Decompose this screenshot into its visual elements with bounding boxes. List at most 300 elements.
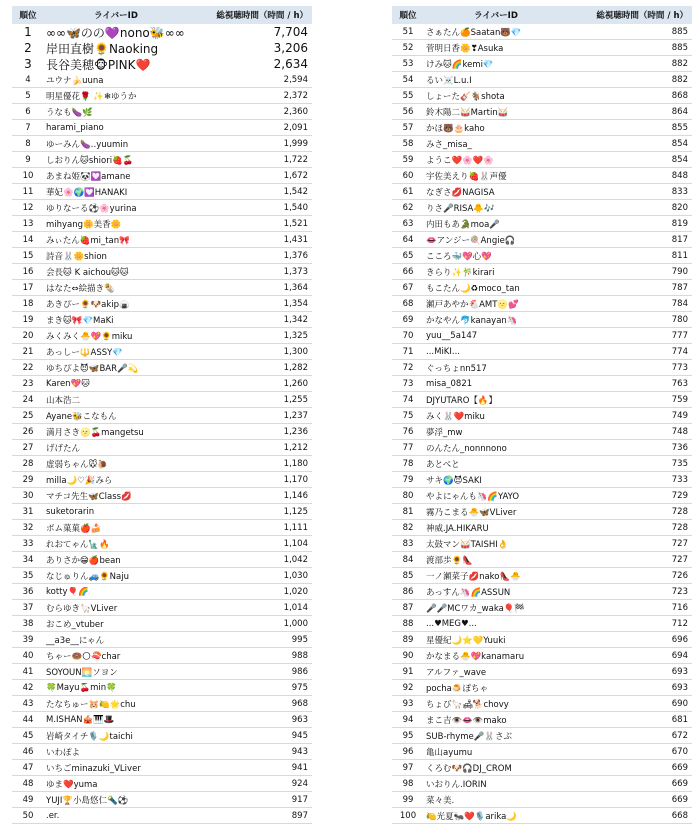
- id-cell: いちごminazuki_VLiver: [46, 763, 141, 774]
- table-row: [12, 568, 312, 584]
- hours-cell: 1,125: [283, 506, 308, 517]
- id-cell: りさ🎤RISA🐥🎶: [426, 203, 495, 214]
- id-cell: YUJI🏆小島悠仁🔦⚽: [46, 795, 129, 806]
- hours-cell: 669: [671, 762, 688, 773]
- id-cell: ユウナ🍌uuna: [46, 75, 104, 86]
- id-cell: きらり✨🎋kirari: [426, 267, 495, 278]
- rank-cell: 13: [22, 218, 34, 229]
- id-cell: 👄アンジー🍭Angie🎧: [426, 235, 516, 246]
- hours-cell: 1,212: [283, 442, 308, 453]
- id-cell: ちゃー🍩🌕🍣char: [46, 651, 121, 662]
- id-cell: さぁたん🍊Saatan🐻💎: [426, 27, 522, 38]
- table-row: [12, 216, 312, 232]
- table-row: [12, 280, 312, 296]
- rank-cell: 32: [22, 522, 34, 533]
- rank-cell: 94: [402, 714, 414, 725]
- id-cell: 虚弱ちゃん🐭🐌: [46, 459, 108, 470]
- hours-cell: 833: [671, 186, 688, 197]
- header-rank: 順位: [19, 11, 37, 21]
- id-cell: misa_0821: [426, 378, 473, 389]
- rank-cell: 24: [22, 394, 34, 405]
- hours-cell: 1,030: [283, 570, 308, 581]
- hours-cell: 2,372: [283, 90, 308, 101]
- table-row: [12, 408, 312, 424]
- id-cell: 菜々美.: [426, 795, 455, 806]
- hours-cell: 1,722: [283, 154, 308, 165]
- rank-cell: 85: [402, 570, 414, 581]
- rank-cell: 57: [402, 122, 414, 133]
- table-row: [392, 552, 692, 568]
- hours-cell: 817: [671, 234, 688, 245]
- id-cell: まき🐱🎀💎MaKi: [46, 315, 114, 326]
- id-cell: しおりん🐱shiori🍓🍒: [46, 155, 134, 166]
- id-cell: あとべと: [426, 459, 460, 470]
- id-cell: のんたん_nonnnono: [426, 443, 507, 454]
- rank-cell: 71: [402, 346, 414, 357]
- table-row: [12, 424, 312, 440]
- hours-cell: 748: [671, 426, 688, 437]
- id-cell: けみ🐱🌈kemi💎: [426, 59, 494, 70]
- rank-cell: 17: [22, 282, 34, 293]
- table-row: [12, 56, 312, 72]
- rank-cell: 69: [402, 314, 414, 325]
- rank-cell: 79: [402, 474, 414, 485]
- hours-cell: 693: [671, 682, 688, 693]
- table-row: [392, 168, 692, 184]
- hours-cell: 1,111: [283, 522, 308, 533]
- id-cell: 瀬戸あやか🐔AMT🌝💕: [426, 299, 519, 310]
- rank-cell: 45: [22, 730, 34, 741]
- id-cell: 星優紀🌙⭐💛Yuuki: [426, 635, 506, 646]
- rank-cell: 55: [402, 90, 414, 101]
- table-row: [12, 712, 312, 728]
- hours-cell: 681: [671, 714, 688, 725]
- rank-cell: 43: [22, 698, 34, 709]
- table-row: [392, 200, 692, 216]
- id-cell: DJYUTARO【🔥】: [426, 395, 497, 406]
- hours-cell: 924: [291, 778, 308, 789]
- id-cell: 山本浩二: [46, 395, 81, 406]
- hours-cell: 855: [671, 122, 688, 133]
- rank-cell: 96: [402, 746, 414, 757]
- table-row: [12, 696, 312, 712]
- rank-cell: 76: [402, 426, 414, 437]
- table-body: [392, 24, 692, 824]
- table-row: [392, 472, 692, 488]
- hours-cell: 774: [671, 346, 688, 357]
- table-row: [12, 168, 312, 184]
- hours-cell: 736: [671, 442, 688, 453]
- table-row: [12, 344, 312, 360]
- rank-cell: 90: [402, 650, 414, 661]
- id-cell: ∞∞🦋のの💜nono🐝∞∞: [46, 25, 185, 40]
- hours-cell: 723: [671, 586, 688, 597]
- hours-cell: 729: [671, 490, 688, 501]
- id-cell: 長谷美穂🐵PINK❤️: [46, 57, 151, 72]
- hours-cell: 1,325: [283, 330, 308, 341]
- table-row: [392, 648, 692, 664]
- hours-cell: 943: [291, 746, 308, 757]
- id-cell: pocha🍮ぽちゃ: [426, 683, 488, 694]
- rank-cell: 40: [22, 650, 34, 661]
- table-row: [12, 472, 312, 488]
- id-cell: かなまる🐣💖kanamaru: [426, 651, 525, 662]
- id-cell: みぃたん🍓mi_tan🎀: [46, 235, 130, 246]
- id-cell: ぐっちょnn517: [426, 363, 487, 374]
- table-row: [12, 456, 312, 472]
- hours-cell: 733: [671, 474, 688, 485]
- rank-cell: 30: [22, 490, 34, 501]
- id-cell: アルファ_wave: [426, 667, 487, 678]
- table-row: [392, 264, 692, 280]
- table-row: [12, 536, 312, 552]
- table-row: [12, 504, 312, 520]
- rank-cell: 34: [22, 554, 34, 565]
- hours-cell: 986: [291, 666, 308, 677]
- hours-cell: 882: [671, 58, 688, 69]
- rank-cell: 25: [22, 410, 34, 421]
- id-cell: あきぴー🌻🐶akip🍙: [46, 299, 130, 310]
- rank-cell: 51: [402, 26, 414, 37]
- hours-cell: 790: [671, 266, 688, 277]
- rank-cell: 39: [22, 634, 34, 645]
- table-row: [12, 232, 312, 248]
- id-cell: いわぽよ: [46, 747, 81, 758]
- id-cell: 満月さき🌝🍒mangetsu: [46, 427, 144, 438]
- id-cell: こころ🐳💖心💖: [426, 251, 492, 262]
- rank-cell: 77: [402, 442, 414, 453]
- table-row: [392, 680, 692, 696]
- id-cell: 内田もあ🐊moa🎤: [426, 219, 500, 230]
- id-cell: ゆちぴよ😈🦋BAR🎤💫: [46, 363, 139, 374]
- hours-cell: 963: [291, 714, 308, 725]
- table-row: [12, 520, 312, 536]
- hours-cell: 1,282: [283, 362, 308, 373]
- id-cell: くろむ🐶🎧DJ_CROM: [426, 763, 512, 774]
- hours-cell: 690: [671, 698, 688, 709]
- hours-cell: 728: [671, 522, 688, 533]
- table-row: [12, 552, 312, 568]
- table-row: [12, 376, 312, 392]
- rank-cell: 29: [22, 474, 34, 485]
- id-cell: みくみく🐣💖🌻miku: [46, 331, 133, 342]
- table-row: [12, 600, 312, 616]
- id-cell: ゆーみん🍆‥yuumin: [46, 139, 129, 150]
- hours-cell: 669: [671, 778, 688, 789]
- id-cell: ちょび🦙🛋🐕chovy: [426, 699, 509, 710]
- table-row: [392, 136, 692, 152]
- id-cell: なぎさ💋NAGISA: [426, 187, 495, 198]
- id-cell: 🎤🎤MCワカ_waka🎈🏁: [426, 603, 525, 614]
- id-cell: もこたん🌙♻moco_tan: [426, 283, 520, 294]
- table-row: [392, 376, 692, 392]
- hours-cell: 2,634: [273, 57, 308, 71]
- hours-cell: 696: [671, 634, 688, 645]
- id-cell: はなた⇔絵描き🌯: [46, 283, 115, 294]
- table-row: [12, 312, 312, 328]
- rank-cell: 26: [22, 426, 34, 437]
- table-row: [392, 424, 692, 440]
- id-cell: ...♥MEG♥...: [426, 618, 477, 629]
- table-row: [392, 312, 692, 328]
- rank-cell: 61: [402, 186, 414, 197]
- hours-cell: 1,014: [283, 602, 308, 613]
- hours-cell: 820: [671, 202, 688, 213]
- table-row: [392, 120, 692, 136]
- table-row: [12, 120, 312, 136]
- table-row: [392, 776, 692, 792]
- table-row: [12, 760, 312, 776]
- hours-cell: 2,594: [283, 74, 308, 85]
- hours-cell: 693: [671, 666, 688, 677]
- rank-cell: 58: [402, 138, 414, 149]
- id-cell: 🍀Mayu🍒min🍀: [46, 682, 117, 693]
- rank-cell: 74: [402, 394, 414, 405]
- id-cell: まこ吉👁️👄👁️mako: [426, 715, 507, 726]
- id-cell: 🍋光夏🐜❤️🎙️arika🌙: [426, 811, 517, 822]
- rank-cell: 12: [22, 202, 34, 213]
- table-row: [12, 488, 312, 504]
- table-row: [392, 56, 692, 72]
- rank-cell: 93: [402, 698, 414, 709]
- hours-cell: 868: [671, 90, 688, 101]
- id-cell: ゆりなーる⚽🌸yurina: [46, 203, 137, 214]
- id-cell: るい☠️L.u.I: [426, 75, 472, 86]
- rank-cell: 2: [24, 41, 32, 55]
- table-row: [392, 88, 692, 104]
- table-row: [392, 232, 692, 248]
- table-row: [392, 152, 692, 168]
- hours-cell: 917: [291, 794, 308, 805]
- rank-cell: 65: [402, 250, 414, 261]
- table-row: [392, 360, 692, 376]
- hours-cell: 1,542: [283, 186, 308, 197]
- rank-cell: 82: [402, 522, 414, 533]
- id-cell: なじゅりん🚙🌻Naju: [46, 571, 129, 582]
- hours-cell: 897: [291, 810, 308, 821]
- id-cell: しょーた🎸🐐shota: [426, 91, 505, 102]
- hours-cell: 1,237: [283, 410, 308, 421]
- id-cell: あっすん🦄🌈ASSUN: [426, 587, 511, 598]
- id-cell: むらゆき🦙VLiver: [46, 603, 118, 614]
- table-row: [392, 40, 692, 56]
- table-row: [392, 712, 692, 728]
- id-cell: mihyang🌼美香🌼: [46, 219, 122, 230]
- rank-cell: 35: [22, 570, 34, 581]
- id-cell: 菅明日香🌼❣Asuka: [426, 43, 504, 54]
- hours-cell: 780: [671, 314, 688, 325]
- header-id: ライバーID: [94, 11, 138, 21]
- hours-cell: 1,376: [283, 250, 308, 261]
- hours-cell: 694: [671, 650, 688, 661]
- id-cell: マチコ先生🦋Class💋: [46, 491, 132, 502]
- table-row: [12, 808, 312, 824]
- table-row: [392, 568, 692, 584]
- rank-cell: 3: [24, 57, 32, 71]
- table-row: [392, 24, 692, 40]
- rank-cell: 1: [24, 25, 32, 39]
- id-cell: Karen💖🐱: [46, 378, 91, 389]
- id-cell: 渡部歩🌻👠: [426, 555, 473, 566]
- hours-cell: 668: [671, 810, 688, 821]
- id-cell: 詩音🐰🌼shion: [46, 251, 107, 262]
- rank-cell: 44: [22, 714, 34, 725]
- rank-cell: 27: [22, 442, 34, 453]
- id-cell: 神威.JA.HIKARU: [426, 523, 489, 534]
- rank-cell: 46: [22, 746, 34, 757]
- hours-cell: 759: [671, 394, 688, 405]
- hours-cell: 1,540: [283, 202, 308, 213]
- hours-cell: 728: [671, 506, 688, 517]
- table-row: [12, 440, 312, 456]
- rank-cell: 87: [402, 602, 414, 613]
- rank-cell: 38: [22, 618, 34, 629]
- table-row: [392, 216, 692, 232]
- hours-cell: 854: [671, 138, 688, 149]
- hours-cell: 975: [291, 682, 308, 693]
- rank-cell: 37: [22, 602, 34, 613]
- hours-cell: 2,091: [283, 122, 308, 133]
- table-body: [12, 24, 312, 824]
- rank-cell: 83: [402, 538, 414, 549]
- id-cell: suketorarin: [46, 506, 95, 517]
- table-row: [12, 296, 312, 312]
- id-cell: 太鼓マン🥁TAISHI👌: [426, 539, 509, 550]
- id-cell: かなやん🐬kanayan🦄: [426, 315, 518, 326]
- header-hours: 総視聴時間（時間 / h）: [216, 11, 308, 21]
- table-row: [12, 680, 312, 696]
- hours-cell: 988: [291, 650, 308, 661]
- rank-cell: 73: [402, 378, 414, 389]
- id-cell: やよにゃんも🦄🌈YAYO: [426, 491, 520, 502]
- hours-cell: 777: [671, 330, 688, 341]
- table-row: [392, 248, 692, 264]
- hours-cell: 2,360: [283, 106, 308, 117]
- table-row: [392, 184, 692, 200]
- hours-cell: 854: [671, 154, 688, 165]
- id-cell: 霧乃こまる🐣🦋VLiver: [426, 507, 517, 518]
- table-row: [392, 664, 692, 680]
- table-row: [392, 456, 692, 472]
- hours-cell: 811: [671, 250, 688, 261]
- table-row: [392, 792, 692, 808]
- table-row: [392, 616, 692, 632]
- table-row: [12, 104, 312, 120]
- id-cell: Ayane🐝こなもん: [46, 411, 117, 422]
- rank-cell: 23: [22, 378, 34, 389]
- hours-cell: 784: [671, 298, 688, 309]
- table-row: [12, 40, 312, 56]
- table-row: [392, 520, 692, 536]
- header-rank: 順位: [399, 11, 417, 21]
- rank-cell: 97: [402, 762, 414, 773]
- table-row: [392, 632, 692, 648]
- id-cell: あっしー🔱ASSY💎: [46, 347, 123, 358]
- rank-cell: 18: [22, 298, 34, 309]
- hours-cell: 1,104: [283, 538, 308, 549]
- hours-cell: 727: [671, 554, 688, 565]
- table-row: [392, 584, 692, 600]
- table-row: [12, 664, 312, 680]
- table-row: [12, 392, 312, 408]
- rank-cell: 11: [22, 186, 34, 197]
- id-cell: 亀山ayumu: [426, 747, 473, 758]
- hours-cell: 1,000: [283, 618, 308, 629]
- rank-cell: 16: [22, 266, 34, 277]
- table-row: [392, 808, 692, 824]
- hours-cell: 669: [671, 794, 688, 805]
- rank-cell: 80: [402, 490, 414, 501]
- hours-cell: 1,431: [283, 234, 308, 245]
- hours-cell: 968: [291, 698, 308, 709]
- hours-cell: 773: [671, 362, 688, 373]
- hours-cell: 1,364: [283, 282, 308, 293]
- hours-cell: 1,180: [283, 458, 308, 469]
- hours-cell: 1,170: [283, 474, 308, 485]
- hours-cell: 1,255: [283, 394, 308, 405]
- id-cell: かほ🐻🎂kaho: [426, 123, 485, 134]
- table-row: [12, 136, 312, 152]
- table-row: [12, 728, 312, 744]
- id-cell: 一ノ瀬菜子💋nako👠🐣: [426, 571, 521, 582]
- ranking-table-left: [12, 6, 312, 824]
- table-row: [392, 344, 692, 360]
- rank-cell: 5: [25, 90, 31, 101]
- rank-cell: 91: [402, 666, 414, 677]
- hours-cell: 885: [671, 26, 688, 37]
- rank-cell: 41: [22, 666, 34, 677]
- table-row: [12, 648, 312, 664]
- rank-cell: 9: [25, 154, 31, 165]
- table-row: [12, 88, 312, 104]
- rank-cell: 49: [22, 794, 34, 805]
- table-row: [12, 200, 312, 216]
- table-row: [12, 360, 312, 376]
- rank-cell: 75: [402, 410, 414, 421]
- hours-cell: 1,342: [283, 314, 308, 325]
- table-row: [392, 744, 692, 760]
- rank-cell: 14: [22, 234, 34, 245]
- rank-cell: 63: [402, 218, 414, 229]
- rank-cell: 53: [402, 58, 414, 69]
- hours-cell: 1,354: [283, 298, 308, 309]
- rank-cell: 22: [22, 362, 34, 373]
- hours-cell: 735: [671, 458, 688, 469]
- rank-cell: 7: [25, 122, 31, 133]
- rank-cell: 33: [22, 538, 34, 549]
- hours-cell: 819: [671, 218, 688, 229]
- rank-cell: 42: [22, 682, 34, 693]
- id-cell: 会長🐱 K aichou🐱🐱: [46, 267, 129, 278]
- rank-cell: 66: [402, 266, 414, 277]
- id-cell: milla🌙♡🎉みら: [46, 475, 113, 486]
- rank-cell: 60: [402, 170, 414, 181]
- table-row: [12, 792, 312, 808]
- rank-cell: 72: [402, 362, 414, 373]
- hours-cell: 945: [291, 730, 308, 741]
- id-cell: れおてゃん🗽🔥: [46, 539, 110, 550]
- id-cell: kotty🎈🌈: [46, 586, 89, 597]
- hours-cell: 885: [671, 42, 688, 53]
- id-cell: おこめ_vtuber: [46, 619, 104, 630]
- rank-cell: 36: [22, 586, 34, 597]
- table-row: [12, 776, 312, 792]
- hours-cell: 787: [671, 282, 688, 293]
- rank-cell: 89: [402, 634, 414, 645]
- id-cell: うなも🍆🌿: [46, 107, 93, 118]
- rank-cell: 84: [402, 554, 414, 565]
- header-hours: 総視聴時間（時間 / h）: [596, 11, 688, 21]
